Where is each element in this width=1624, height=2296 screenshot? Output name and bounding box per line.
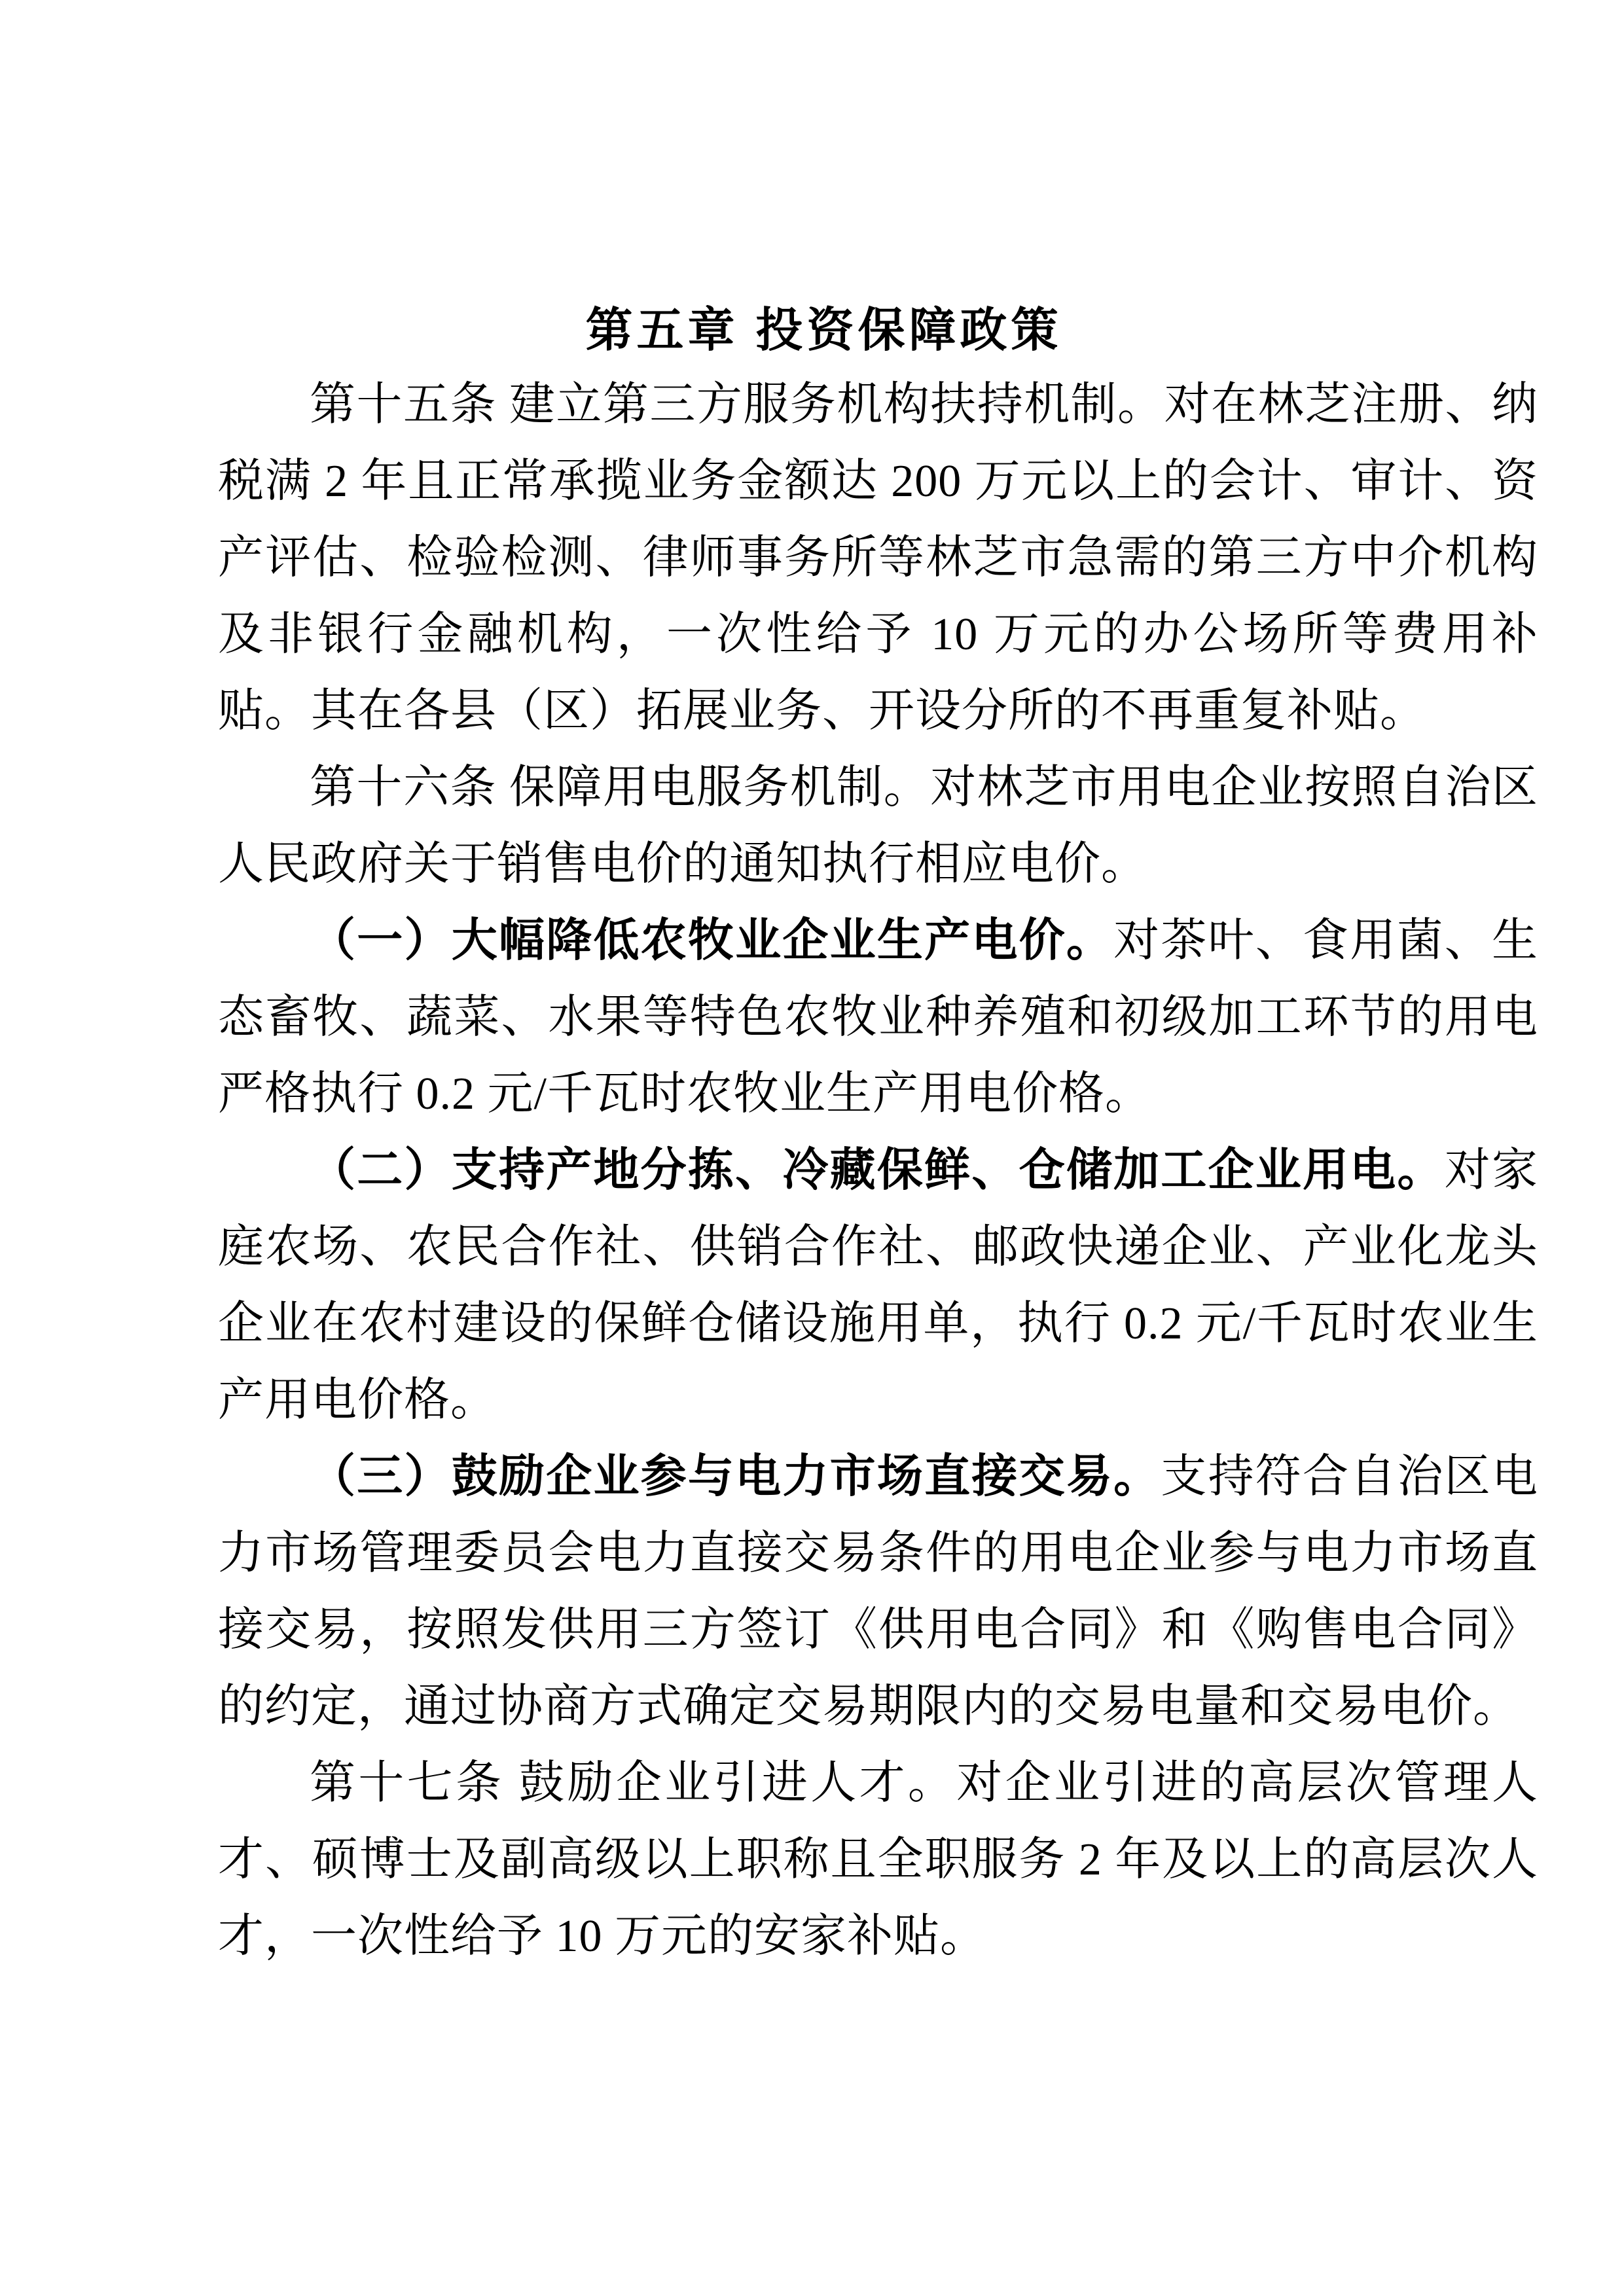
emphasis-run: （一）大幅降低农牧业企业生产电价。 xyxy=(310,916,1114,966)
text-run: 对家庭农场、农民合作社、供销合作社、邮政快递企业、产业化龙头企业在农村建设的保鲜仓储设施用单，执行 0.2 元/千瓦时农业生产用电价格。 xyxy=(218,1145,1539,1426)
paragraph-article-17 xyxy=(218,1745,1538,1975)
document-body xyxy=(218,367,1538,1975)
paragraph-item-2 xyxy=(218,1132,1538,1439)
emphasis-run: （二）支持产地分拣、冷藏保鲜、仓储加工企业用电。 xyxy=(310,1145,1445,1196)
text-run: 第十五条 建立第三方服务机构扶持机制。对在林芝注册、纳税满 2 年且正常承揽业务金额达 200 万元以上的会计、审计、资产评估、检验检测、律师事务所等林芝市急需的第三方中介机构及非银行金融机构，一次性给予 10 万元的办公场所等费用补贴。其在各县（区）拓展业务、开设分所的不再重复补贴。 xyxy=(218,380,1538,736)
paragraph-article-15 xyxy=(218,367,1538,749)
text-run: 第十七条 鼓励企业引进人才。对企业引进的高层次管理人才、硕博士及副高级以上职称且全职服务 2 年及以上的高层次人才，一次性给予 10 万元的安家补贴。 xyxy=(218,1758,1538,1962)
chapter-title: 第五章 投资保障政策 xyxy=(585,304,1062,357)
paragraph-article-16 xyxy=(218,749,1538,903)
text-run: 对茶叶、食用菌、生态畜牧、蔬菜、水果等特色农牧业种养殖和初级加工环节的用电严格执行 0.2 元/千瓦时农牧业生产用电价格。 xyxy=(218,916,1539,1119)
emphasis-run: （三）鼓励企业参与电力市场直接交易。 xyxy=(310,1452,1161,1502)
paragraph-item-1 xyxy=(218,903,1538,1132)
paragraph-item-3 xyxy=(218,1439,1538,1745)
text-run: 第十六条 保障用电服务机制。对林芝市用电企业按照自治区人民政府关于销售电价的通知执行相应电价。 xyxy=(218,762,1538,889)
text-run: 支持符合自治区电力市场管理委员会电力直接交易条件的用电企业参与电力市场直接交易，按照发供用三方签订《供用电合同》和《购售电合同》的约定，通过协商方式确定交易期限内的交易电量和交易电价。 xyxy=(218,1452,1539,1732)
